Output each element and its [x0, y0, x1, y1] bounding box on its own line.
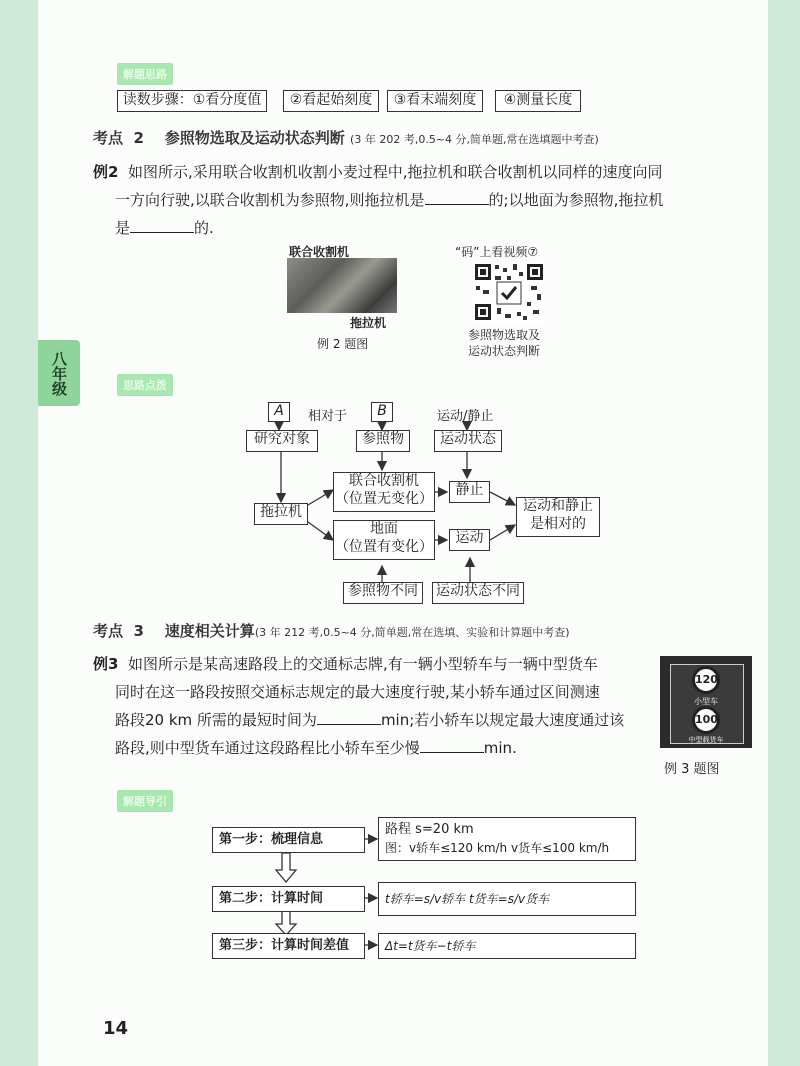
- reading-step-4: ④测量长度: [495, 90, 581, 112]
- qr-caption-2: 运动状态判断: [468, 344, 541, 358]
- keypoint-2-heading: 考点 2 参照物选取及运动状态判断 (3 年 202 考,0.5~4 分,简单题,常在选填题中考查): [93, 129, 599, 147]
- example-2-text: 例2 如图所示,采用联合收割机收割小麦过程中,拖拉机和联合收割机以同样的速度向同 一方向行驶,以联合收割机为参照物,则拖拉机是 的;以地面为参照物,拖拉机 是 的.: [93, 163, 664, 237]
- method-tag: 思路点拨: [117, 374, 173, 396]
- diagram-conclusion: 运动和静止 是相对的: [516, 497, 600, 537]
- diagram-static: 静止: [449, 481, 490, 503]
- speed-limit-120-icon: 120: [692, 666, 720, 694]
- sign-label-car: 小型车: [694, 697, 718, 706]
- example-3-text: 例3 如图所示是某高速路段上的交通标志牌,有一辆小型轿车与一辆中型货车 同时在这一路段按照交通标志规定的最大速度行驶,某小轿车通过区间测速 路段20 km 所需的最短时间为 min;若小轿车以规定最大速度通过该 路段,则中型货车通过这段路程比小轿车至少慢 min.: [93, 655, 625, 757]
- diagram-motion-rest-label: 运动/静止: [437, 409, 494, 424]
- photo-label-harvester: 联合收割机: [289, 245, 350, 259]
- diagram-ground: 地面 （位置有变化）: [333, 520, 435, 560]
- reading-step-3: ③看末端刻度: [387, 90, 483, 112]
- diagram-object: 研究对象: [246, 430, 318, 452]
- flow-diff: Δt=t货车−t轿车: [378, 933, 636, 959]
- example-3-caption: 例 3 题图: [664, 762, 720, 777]
- diagram-state-different: 运动状态不同: [432, 582, 524, 604]
- diagram-reference: 参照物: [356, 430, 410, 452]
- qr-title: “码”上看视频⑦: [455, 245, 539, 259]
- reading-step-1: 读数步骤：①看分度值: [117, 90, 267, 112]
- page-number: 14: [103, 1018, 129, 1039]
- diagram-tractor: 拖拉机: [254, 503, 308, 525]
- keypoint-3-heading: 考点 3 速度相关计算(3 年 212 考,0.5~4 分,简单题,常在选填、实验和计算题中考查): [93, 622, 570, 640]
- answer-blank[interactable]: [317, 710, 381, 725]
- flow-step-1: 第一步：梳理信息: [212, 827, 365, 853]
- flow-time: t轿车=s/v轿车 t货车=s/v货车: [378, 882, 636, 916]
- photo-label-tractor: 拖拉机: [350, 316, 387, 330]
- diagram-relative-label: 相对于: [308, 409, 348, 424]
- diagram-state: 运动状态: [434, 430, 502, 452]
- speed-limit-100-icon: 100: [692, 706, 720, 734]
- example-2-caption: 例 2 题图: [317, 337, 369, 351]
- traffic-sign-photo: [660, 656, 752, 748]
- flow-info: 路程 s=20 km 图：v轿车≤120 km/h v货车≤100 km/h: [378, 817, 636, 861]
- diagram-harvester: 联合收割机 （位置无变化）: [333, 472, 435, 512]
- qr-caption-1: 参照物选取及: [468, 328, 541, 342]
- flow-step-2: 第二步：计算时间: [212, 886, 365, 912]
- diagram-moving: 运动: [449, 529, 490, 551]
- flow-step-3: 第三步：计算时间差值: [212, 933, 365, 959]
- diagram-box-b: B: [371, 402, 393, 422]
- answer-blank[interactable]: [420, 738, 484, 753]
- reading-step-2: ②看起始刻度: [283, 90, 379, 112]
- diagram-box-a: A: [268, 402, 290, 422]
- solve-tag: 解题导引: [117, 790, 173, 812]
- sign-label-truck: 中型载货车: [688, 736, 724, 744]
- steps-tag: 解题思路: [117, 63, 173, 85]
- diagram-reference-different: 参照物不同: [343, 582, 423, 604]
- grade-side-tab: 八年级: [38, 340, 80, 406]
